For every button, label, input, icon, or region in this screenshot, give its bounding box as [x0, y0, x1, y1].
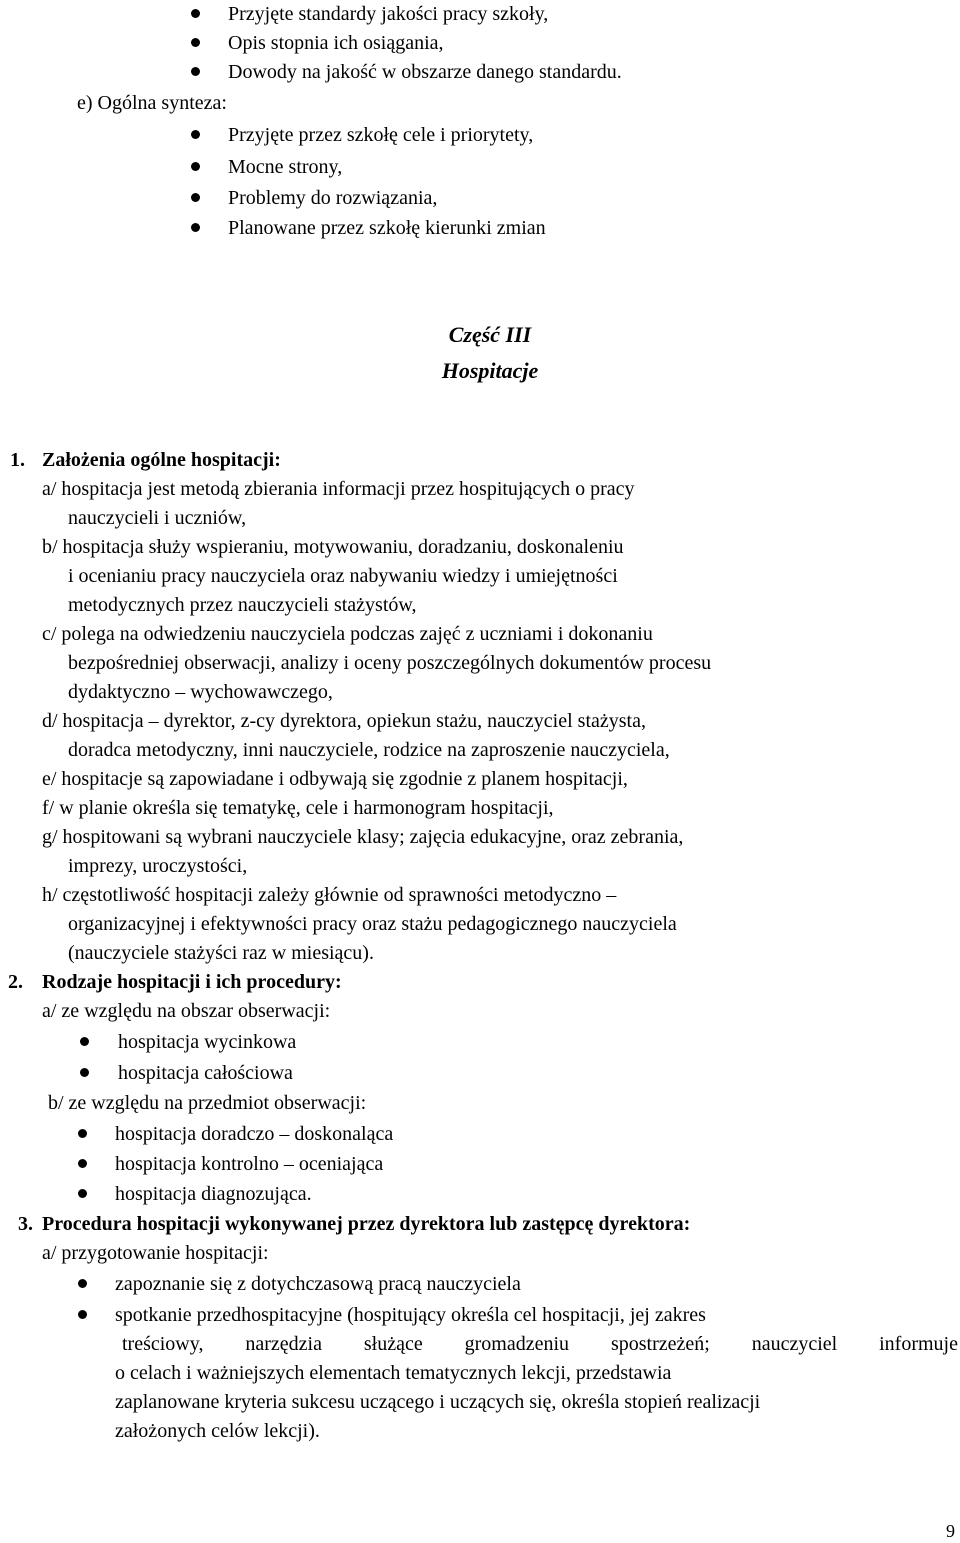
section-title: Założenia ogólne hospitacji: [42, 449, 281, 471]
bullet-icon [78, 1159, 87, 1168]
bullet-icon [191, 130, 200, 139]
text-line: b/ hospitacja służy wspieraniu, motywowaniu, doradzaniu, doskonaleniu [42, 536, 624, 558]
part-title: Część III [448, 322, 532, 347]
list-item-continuation: założonych celów lekcji). [115, 1420, 320, 1442]
list-item: hospitacja całościowa [118, 1062, 293, 1084]
text-line: imprezy, uroczystości, [68, 855, 248, 877]
text-line: f/ w planie określa się tematykę, cele i harmonogram hospitacji, [42, 797, 554, 819]
text-line: d/ hospitacja – dyrektor, z-cy dyrektora, opiekun stażu, nauczyciel stażysta, [42, 710, 646, 732]
list-item: Planowane przez szkołę kierunki zmian [228, 217, 546, 239]
text-line: nauczycieli i uczniów, [68, 507, 247, 529]
section-number: 1. [10, 449, 25, 471]
bullet-icon [78, 1129, 87, 1138]
bullet-icon [78, 1189, 87, 1198]
bullet-icon [78, 1310, 87, 1319]
section-title: Rodzaje hospitacji i ich procedury: [42, 971, 342, 993]
subsection-label: b/ ze względu na przedmiot obserwacji: [48, 1092, 367, 1114]
page-number: 9 [946, 1521, 955, 1541]
bullet-icon [191, 162, 200, 171]
list-item: zapoznanie się z dotychczasową pracą nauczyciela [115, 1273, 521, 1295]
section-number: 3. [18, 1213, 33, 1235]
list-item: spotkanie przedhospitacyjne (hospitujący określa cel hospitacji, jej zakres [115, 1304, 706, 1326]
list-item: Mocne strony, [228, 156, 343, 178]
text-line: g/ hospitowani są wybrani nauczyciele klasy; zajęcia edukacyjne, oraz zebrania, [42, 826, 684, 848]
text-line: metodycznych przez nauczycieli stażystów, [68, 594, 417, 616]
text-line: dydaktyczno – wychowawczego, [68, 681, 333, 703]
text-line: doradca metodyczny, inni nauczyciele, rodzice na zaproszenie nauczyciela, [68, 739, 670, 761]
text-line: a/ hospitacja jest metodą zbierania informacji przez hospitujących o pracy [42, 478, 635, 500]
list-item: Przyjęte przez szkołę cele i priorytety, [228, 124, 534, 146]
text-line: c/ polega na odwiedzeniu nauczyciela podczas zajęć z uczniami i dokonaniu [42, 623, 653, 645]
text-line: e/ hospitacje są zapowiadane i odbywają się zgodnie z planem hospitacji, [42, 768, 628, 790]
bullet-icon [78, 1279, 87, 1288]
text-line: h/ częstotliwość hospitacji zależy głównie od sprawności metodyczno – [42, 884, 617, 906]
list-item: Dowody na jakość w obszarze danego standardu. [228, 61, 622, 83]
bullet-icon [191, 67, 200, 76]
text-line: (nauczyciele stażyści raz w miesiącu). [68, 942, 374, 964]
list-item: Problemy do rozwiązania, [228, 187, 438, 209]
text-line: i ocenianiu pracy nauczyciela oraz nabywaniu wiedzy i umiejętności [68, 565, 618, 587]
list-item: Opis stopnia ich osiągania, [228, 32, 444, 54]
list-item-continuation: zaplanowane kryteria sukcesu uczącego i uczących się, określa stopień realizacji [115, 1391, 761, 1413]
bullet-icon [191, 193, 200, 202]
list-item: hospitacja doradczo – doskonaląca [115, 1123, 394, 1145]
list-item: hospitacja wycinkowa [118, 1031, 297, 1053]
text-line: organizacyjnej i efektywności pracy oraz stażu pedagogicznego nauczyciela [68, 913, 677, 935]
bullet-icon [191, 9, 200, 18]
list-item: hospitacja diagnozująca. [115, 1183, 312, 1205]
subsection-label: a/ przygotowanie hospitacji: [42, 1242, 269, 1264]
bullet-icon [80, 1037, 89, 1046]
list-item: hospitacja kontrolno – oceniająca [115, 1153, 384, 1175]
text-line: bezpośredniej obserwacji, analizy i oceny poszczególnych dokumentów procesu [68, 652, 712, 674]
list-item-continuation: o celach i ważniejszych elementach tematycznych lekcji, przedstawia [115, 1362, 672, 1384]
section-number: 2. [8, 971, 23, 993]
list-item: Przyjęte standardy jakości pracy szkoły, [228, 3, 549, 25]
bullet-icon [80, 1068, 89, 1077]
part-subtitle: Hospitacje [441, 358, 539, 383]
section-title: Procedura hospitacji wykonywanej przez dyrektora lub zastępcę dyrektora: [42, 1213, 691, 1235]
bullet-icon [191, 223, 200, 232]
list-item-continuation: treściowy, narzędzia służące gromadzeniu spostrzeżeń; nauczyciel informuje [122, 1333, 958, 1355]
section-e-label: e) Ogólna synteza: [77, 92, 227, 114]
bullet-icon [191, 38, 200, 47]
subsection-label: a/ ze względu na obszar obserwacji: [42, 1000, 331, 1022]
